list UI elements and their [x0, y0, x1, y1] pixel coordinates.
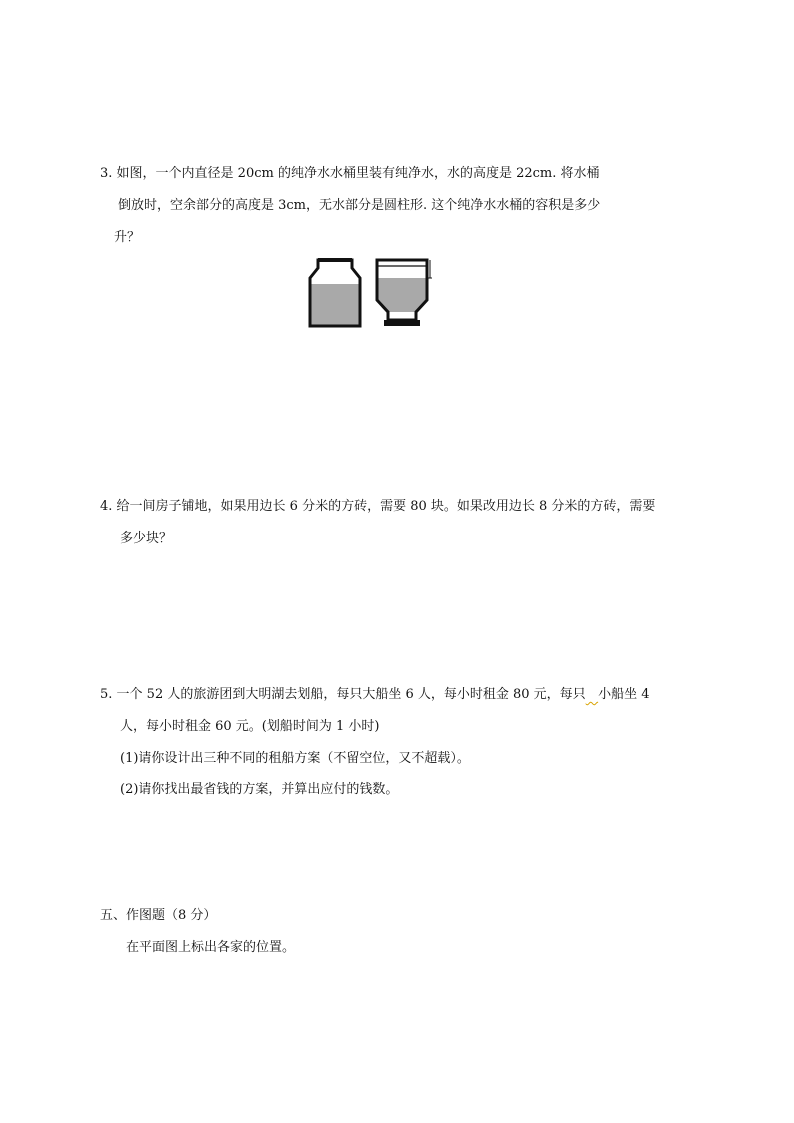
inverted-bucket-cap	[384, 320, 420, 326]
q3-line-1: 3. 如图，一个内直径是 20cm 的纯净水水桶里装有纯净水，水的高度是 22cm. 将水桶	[100, 166, 600, 181]
upright-bucket-icon	[310, 258, 360, 326]
q5-line-1-part-a: 5. 一个 52 人的旅游团到大明湖去划船，每只大船坐 6 人，每小时租金 80 元，每只	[100, 687, 586, 702]
q5-line-1	[100, 686, 650, 704]
q4-line-2: 多少块？	[120, 531, 173, 546]
upright-bucket-water	[310, 284, 360, 326]
q5-line-2: 人，每小时租金 60 元。(划船时间为 1 小时)	[120, 719, 380, 734]
inverted-bucket-icon	[377, 260, 432, 326]
q5-line-1-part-b: 小船坐 4	[598, 687, 650, 702]
q5-sub-1: (1)请你设计出三种不同的租船方案（不留空位，又不超载）。	[120, 751, 470, 766]
section-instruction: 在平面图上标出各家的位置。	[126, 940, 296, 955]
q5-wavy-mark	[586, 687, 598, 702]
upright-bucket-cap	[318, 258, 352, 262]
q4-line-1: 4. 给一间房子铺地，如果用边长 6 分米的方砖，需要 80 块。如果改用边长 8 分米的方砖，需要	[100, 499, 656, 514]
q5-sub-2: (2)请你找出最省钱的方案，并算出应付的钱数。	[120, 782, 399, 797]
section-heading: 五、作图题（8 分）	[100, 908, 217, 923]
water-bucket-figure	[300, 254, 440, 330]
q3-line-2: 倒放时，空余部分的高度是 3cm，无水部分是圆柱形. 这个纯净水水桶的容积是多少	[118, 198, 601, 213]
q3-line-3: 升？	[114, 230, 141, 245]
